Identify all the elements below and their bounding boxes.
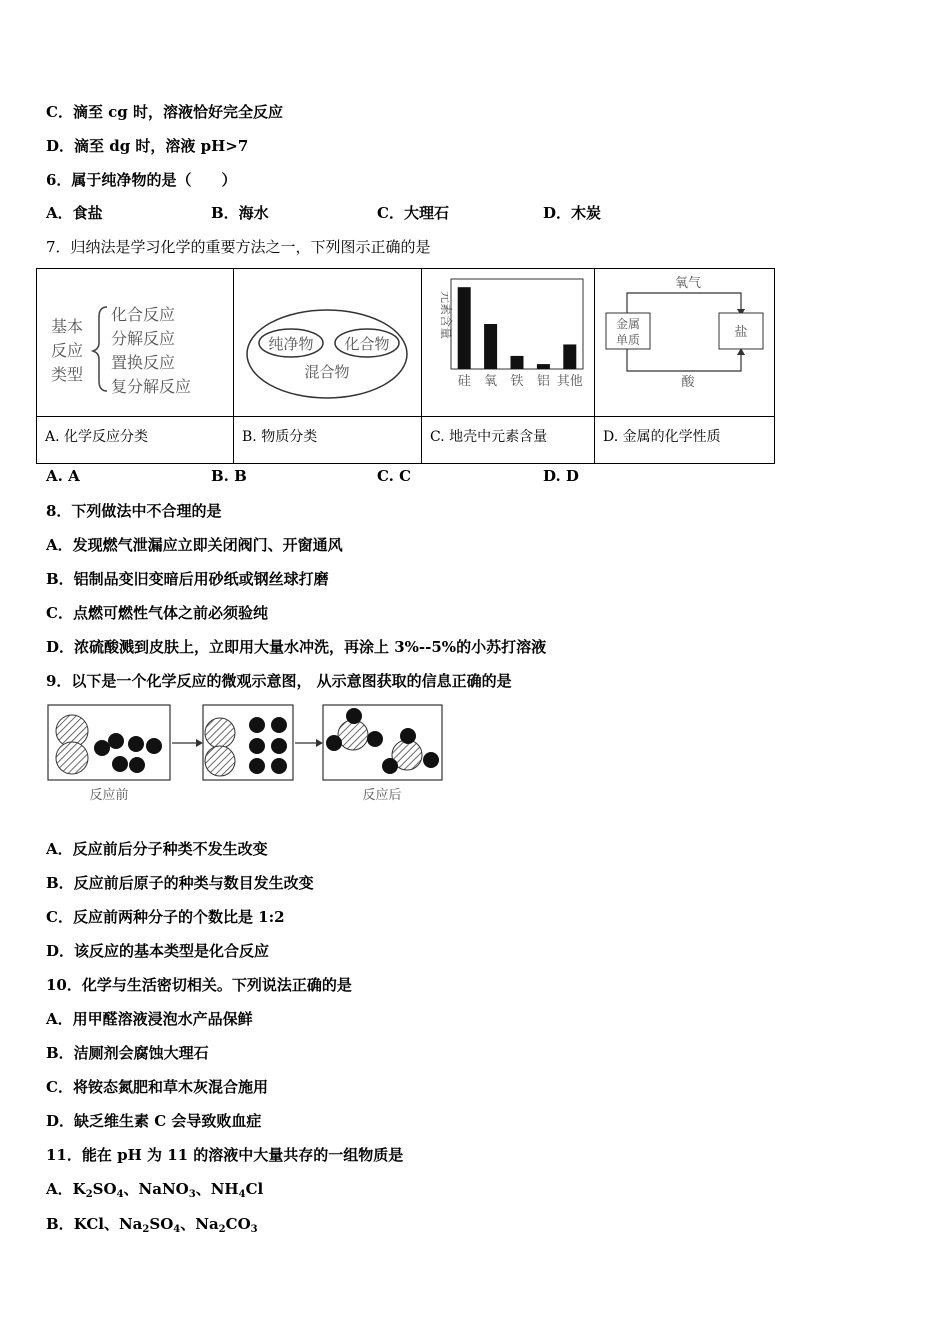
arrow-right-icon [196,739,203,747]
q7-caption-d: D. 金属的化学性质 [595,416,774,464]
formula-part: 、NaNO [123,1180,189,1198]
formula-sub: 2 [218,1224,226,1235]
q10-option-c: C．将铵态氮肥和草木灰混合施用 [46,1078,268,1096]
panel-a-left-3: 类型 [51,365,84,384]
panel-d-right: 盐 [734,325,748,340]
black-atom [271,717,287,733]
q7-option-d: D. D [543,467,579,485]
q7-panel-a [37,269,234,463]
metal-properties-diagram [595,269,774,416]
chart-ylabel: 元素含量 [439,291,453,340]
black-atom [346,708,362,724]
arrow-right-icon [316,739,323,747]
formula-sub: 2 [85,1189,93,1200]
q9-option-a: A．反应前后分子种类不发生改变 [46,840,268,858]
panel-b-inner-1: 纯净物 [268,335,314,353]
q5-option-c: C．滴至 cg 时，溶液恰好完全反应 [46,103,284,121]
black-atom [112,756,128,772]
q8-option-a: A．发现燃气泄漏应立即关闭阀门、开窗通风 [46,536,343,554]
formula-part: KCl、Na [73,1215,143,1233]
arrow-bottom [627,349,741,371]
tick-label-3: 铁 [510,374,524,389]
q11-option-a [46,1179,263,1199]
panel-b-inner-2: 化合物 [344,335,390,353]
q10-option-a: A．用甲醛溶液浸泡水产品保鲜 [46,1010,253,1028]
q10-stem: 10．化学与生活密切相关。下列说法正确的是 [46,976,352,994]
black-atom [400,728,416,744]
tick-label-1: 硅 [457,374,471,389]
formula-part: SO [92,1180,117,1198]
formula-part: SO [149,1215,174,1233]
formula-part: K [72,1180,86,1198]
q11-option-b-prefix: B． [46,1215,74,1233]
q5-option-d: D．滴至 dg 时，溶液 pH>7 [46,137,249,155]
panel-d-left-1: 金属 [615,317,641,331]
q7-panel-b [234,269,422,463]
formula-sub: 4 [173,1224,181,1235]
panel-a-item-2: 分解反应 [111,329,176,348]
panel-d-left-2: 单质 [615,333,641,347]
label-before: 反应前 [89,788,129,803]
bar-4 [537,364,550,369]
q7-panel-c [422,269,595,463]
brace-icon [93,307,107,391]
tick-label-5: 其他 [556,374,583,389]
chart-frame [451,279,583,369]
q6-option-d: D．木炭 [543,204,602,222]
formula-part: 、Na [180,1215,219,1233]
panel-d-bottom: 酸 [681,375,695,390]
panel-b-outer: 混合物 [304,363,350,381]
formula-part: 、NH [195,1180,239,1198]
arrow-top [627,293,741,314]
black-atom [271,758,287,774]
q7-option-a: A. A [46,467,80,485]
q7-option-c: C. C [377,467,412,485]
q7-option-b: B. B [211,467,247,485]
q11-option-b [46,1214,258,1234]
hatched-atom [56,742,88,774]
panel-a-left-1: 基本 [51,317,84,336]
q10-option-d: D．缺乏维生素 C 会导致败血症 [46,1112,262,1130]
formula-sub: 3 [250,1224,258,1235]
tick-label-4: 铝 [536,374,550,389]
q6-option-b: B．海水 [211,204,269,222]
q6-option-c: C．大理石 [377,204,449,222]
q7-caption-a: A. 化学反应分类 [37,416,233,464]
q6-stem: 6．属于纯净物的是（ ） [46,171,237,189]
black-atom [128,736,144,752]
black-atom [423,752,439,768]
q7-caption-c: C. 地壳中元素含量 [422,416,594,464]
reaction-type-diagram [37,269,234,416]
q9-option-c: C．反应前两种分子的个数比是 1:2 [46,908,285,926]
q7-figure-table [36,268,775,464]
q8-option-d: D．浓硫酸溅到皮肤上，立即用大量水冲洗，再涂上 3%--5%的小苏打溶液 [46,638,547,656]
panel-a-item-3: 置换反应 [111,353,176,372]
q9-option-d: D．该反应的基本类型是化合反应 [46,942,270,960]
black-atom [108,733,124,749]
formula-sub: 4 [238,1189,246,1200]
black-atom [367,731,383,747]
q8-option-c: C．点燃可燃性气体之前必须验纯 [46,604,268,622]
black-atom [129,757,145,773]
formula-sub: 4 [116,1189,124,1200]
q8-option-b: B．铝制品变旧变暗后用砂纸或钢丝球打磨 [46,570,329,588]
label-after: 反应后 [362,788,402,803]
bar-3 [511,356,524,369]
q9-stem: 9．以下是一个化学反应的微观示意图， 从示意图获取的信息正确的是 [46,672,512,690]
substance-classification-diagram [234,269,422,416]
hatched-atom [205,746,235,776]
black-atom [249,738,265,754]
panel-a-item-1: 化合反应 [111,305,176,324]
q8-stem: 8．下列做法中不合理的是 [46,502,222,520]
hatched-atom [338,720,368,750]
black-atom [271,738,287,754]
black-atom [249,717,265,733]
formula-part: Cl [245,1180,264,1198]
q7-caption-b: B. 物质分类 [234,416,421,464]
q11-stem: 11．能在 pH 为 11 的溶液中大量共存的一组物质是 [46,1146,404,1164]
black-atom [94,740,110,756]
crust-element-chart [422,269,595,416]
formula-sub: 2 [142,1224,150,1235]
bar-2 [484,324,497,369]
q9-option-b: B．反应前后原子的种类与数目发生改变 [46,874,314,892]
panel-a-left-2: 反应 [51,341,84,360]
bar-1 [458,287,471,369]
formula-sub: 3 [188,1189,196,1200]
hatched-atom [205,718,235,748]
tick-label-2: 氧 [484,374,498,389]
q10-option-b: B．洁厕剂会腐蚀大理石 [46,1044,209,1062]
q7-stem: 7．归纳法是学习化学的重要方法之一，下列图示正确的是 [46,238,431,256]
panel-d-top: 氧气 [674,276,702,291]
q11-option-a-prefix: A． [46,1180,73,1198]
q7-panel-d [595,269,774,463]
panel-a-item-4: 复分解反应 [111,377,192,396]
black-atom [326,735,342,751]
q6-option-a: A．食盐 [46,204,103,222]
bar-5 [563,344,576,369]
black-atom [249,758,265,774]
black-atom [382,758,398,774]
reaction-microscopic-diagram [46,703,446,807]
black-atom [146,738,162,754]
formula-part: CO [225,1215,251,1233]
